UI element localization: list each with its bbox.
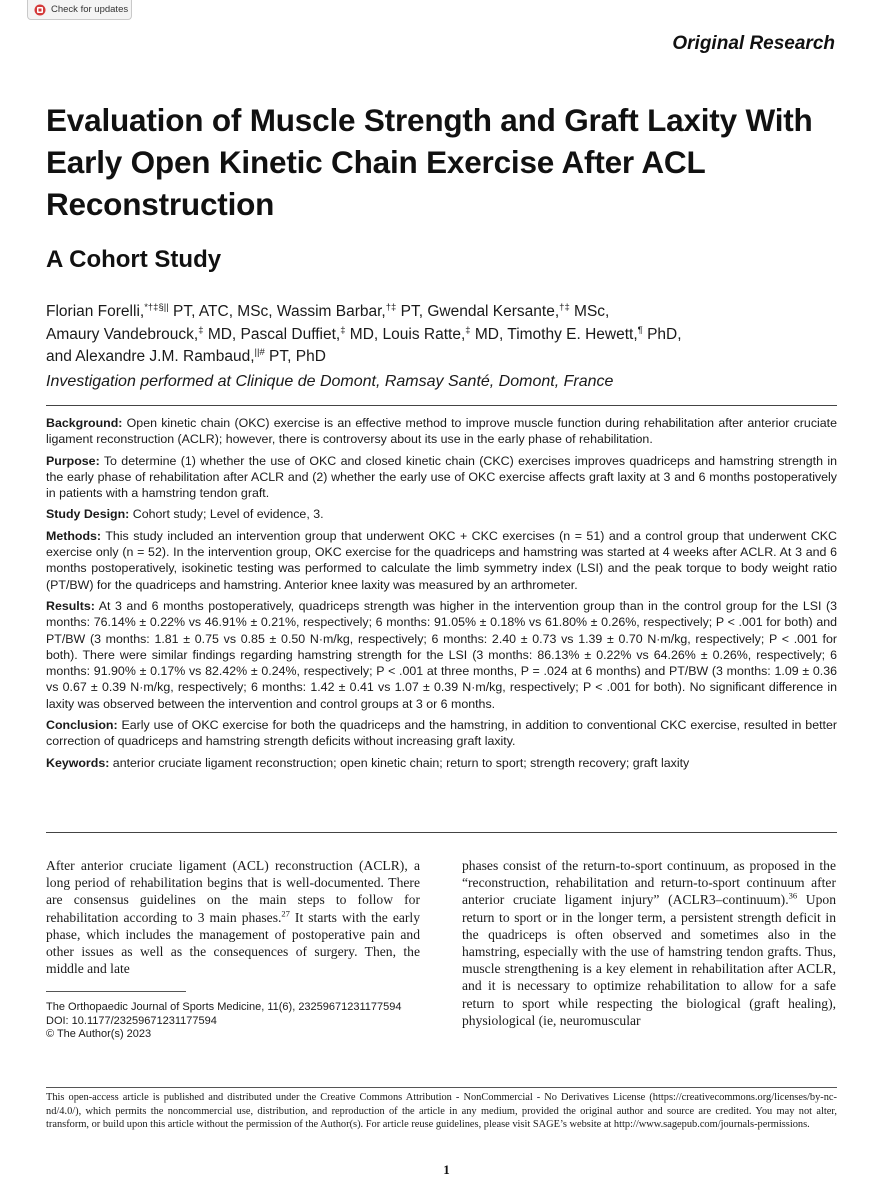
author-affiliation-marks: ‡ (340, 324, 346, 336)
author-name: Florian Forelli, (46, 303, 145, 320)
author-name: Amaury Vandebrouck, (46, 325, 199, 343)
body-column-right (462, 857, 836, 1029)
author-credentials: MD, (345, 325, 383, 343)
abstract-methods (46, 528, 837, 593)
author-credentials: PT, ATC, MSc, (168, 303, 277, 320)
abstract-heading: Keywords: (46, 755, 110, 770)
body-text: phases consist of the return-to-sport continuum, as proposed in the “reconstruction, rehabilitation and return-to-sport continuum after anterior cruciate ligament injury” (ACLR3–continuum). (462, 858, 836, 908)
citation-ref[interactable]: 27 (281, 908, 290, 919)
author-affiliation-marks: ||# (254, 346, 265, 358)
author-name: Wassim Barbar, (276, 303, 386, 320)
body-text: After anterior cruciate ligament (ACL) reconstruction (ACLR), a long period of rehabilitation begins that is well-documented. There are consensus guidelines on the main steps to follow for rehabilitation according to 3 main phases. (46, 858, 420, 925)
author-name: Louis Ratte, (382, 325, 466, 343)
institution-line: Investigation performed at Clinique de Domont, Ramsay Santé, Domont, France (46, 373, 614, 390)
author-affiliation-marks: *†‡§|| (144, 301, 169, 313)
author-name: and Alexandre J.M. Rambaud, (46, 348, 255, 365)
article-type-label: Original Research (672, 33, 835, 54)
article-title: Evaluation of Muscle Strength and Graft Laxity With Early Open Kinetic Chain Exercise After ACL Reconstruction (46, 102, 813, 222)
author-credentials: PT, (396, 303, 428, 320)
abstract-keywords (46, 755, 837, 771)
abstract-text: Open kinetic chain (OKC) exercise is an effective method to improve muscle function during rehabilitation after anterior cruciate ligament reconstruction (ACLR); however, there is controversy about its use in the early phase of rehabilitation. (46, 416, 837, 447)
abstract-heading: Conclusion: (46, 718, 118, 733)
author-credentials: PT, PhD (264, 348, 326, 365)
crossmark-icon (34, 4, 46, 16)
author-affiliation-marks: ¶ (637, 324, 643, 336)
check-for-updates-badge[interactable] (27, 0, 132, 20)
author-name: Pascal Duffiet, (240, 325, 341, 343)
abstract-text: Cohort study; Level of evidence, 3. (129, 507, 324, 522)
journal-citation: The Orthopaedic Journal of Sports Medicine, 11(6), 23259671231177594 (46, 1001, 402, 1013)
citation-ref[interactable]: 36 (788, 890, 798, 901)
author-credentials: MD, (203, 325, 241, 343)
author-affiliation-marks: ‡ (465, 324, 471, 336)
author-affiliation-marks: †‡ (385, 301, 397, 313)
abstract-text: To determine (1) whether the use of OKC and closed kinetic chain (CKC) exercises improves quadriceps and hamstring strength in the early phase of rehabilitation after ACLR and (2) whether the early use of OKC exercise affects graft laxity at 3 and 6 months postoperatively in patients with a hamstring tendon graft. (46, 453, 837, 501)
abstract-text: Early use of OKC exercise for both the quadriceps and the hamstring, in addition to conventional CKC exercise, resulted in better correction of quadriceps and hamstring strength deficits without increasing graft laxity. (46, 718, 837, 749)
journal-copyright: © The Author(s) 2023 (46, 1028, 152, 1040)
abstract-purpose (46, 453, 837, 502)
author-credentials: PhD, (642, 325, 682, 343)
abstract-results (46, 598, 837, 712)
license-notice: This open-access article is published and distributed under the Creative Commons Attribution - NonCommercial - No Derivatives License (https://creativecommons.org/licenses/by-nc-nd/4.0/), which permits the noncommercial use, distribution, and reproduction of the article in any medium, provided the original author and source are credited. You may not alter, transform, or build upon this article without the permission of the Author(s). For article reuse guidelines, please visit SAGE’s website at http://www.sagepub.com/journals-permissions. (46, 1092, 837, 1131)
journal-info (46, 1001, 446, 1042)
abstract-text: This study included an intervention group that underwent OKC + CKC exercises (n = 51) and a control group that underwent CKC exercise only (n = 52). In the intervention group, OKC exercise for the quadriceps and hamstring was started at 4 weeks after ACLR. At 3 and 6 months postoperatively, isokinetic testing was performed to calculate the limb symmetry index (LSI) and the peak torque to body weight ratio (PT/BW) for the quadriceps and hamstring. Anterior knee laxity was measured by an arthrometer. (46, 528, 837, 592)
author-list (46, 301, 826, 369)
author-credentials: MSc, (569, 303, 610, 320)
abstract-heading: Results: (46, 598, 95, 613)
abstract-study-design (46, 506, 837, 522)
author-name: Timothy E. Hewett, (507, 325, 638, 343)
abstract-heading: Purpose: (46, 453, 100, 468)
body-text: It starts with the early phase, which includes the management of postoperative pain and other issues as well as the consequences of surgery. Then, the middle and late (46, 909, 420, 977)
body-text: Upon return to sport or in the longer term, a persistent strength deficit in the quadriceps is often observed and sometimes also in the hamstring, especially with the use of hamstring tendon grafts. Thus, muscle strengthening is a key element in rehabilitation after ACLR, and it is necessary to optimize rehabilitation to allow for a safe return to sport while respecting the biological (graft healing), physiological (ie, neuromuscular (462, 892, 836, 1028)
author-name: Gwendal Kersante, (427, 303, 560, 320)
abstract-text: At 3 and 6 months postoperatively, quadriceps strength was higher in the intervention group than in the control group for the LSI (3 months: 76.14% ± 0.22% vs 46.91% ± 0.21%, respectively; 6 months: 91.05% ± 0.18% vs 61.80% ± 0.26%, respectively; P < .001 for both) and PT/BW (3 months: 1.81 ± 0.75 vs 0.85 ± 0.50 N·m/kg, respectively; 6 months: 2.40 ± 0.73 vs 1.39 ± 0.70 N·m/kg, respectively; P < .001 for both). There were similar findings regarding hamstring strength for the LSI (3 months: 86.13% ± 0.22% vs 64.26% ± 0.26%, respectively; 6 months: 91.90% ± 0.17% vs 82.42% ± 0.24%, respectively; P < .001 at three months, P = .024 at 6 months) and PT/BW (3 months: 1.09 ± 0.36 vs 0.67 ± 0.39 N·m/kg, respectively; 6 months: 1.42 ± 0.41 vs 1.07 ± 0.39 N·m/kg, respectively; P < .001 for both). No significant difference in laxity was observed between the intervention and control groups at 3 or 6 months. (46, 598, 837, 711)
body-column-left (46, 857, 420, 977)
author-affiliation-marks: †‡ (559, 301, 570, 313)
check-for-updates-label: Check for updates (51, 4, 129, 15)
footer-divider (46, 991, 186, 992)
license-divider (46, 1087, 837, 1088)
page-number: 1 (443, 1162, 450, 1177)
abstract-heading: Study Design: (46, 507, 130, 522)
abstract-box (46, 405, 837, 833)
abstract-conclusion (46, 717, 837, 750)
abstract-text: anterior cruciate ligament reconstruction; open kinetic chain; return to sport; strength recovery; graft laxity (109, 755, 690, 770)
article-subtitle: A Cohort Study (46, 246, 222, 273)
journal-doi[interactable]: DOI: 10.1177/23259671231177594 (46, 1014, 217, 1027)
author-affiliation-marks: ‡ (198, 324, 204, 336)
abstract-heading: Methods: (46, 528, 102, 543)
author-credentials: MD, (470, 325, 508, 343)
abstract-heading: Background: (46, 416, 123, 430)
abstract-background (46, 415, 837, 448)
